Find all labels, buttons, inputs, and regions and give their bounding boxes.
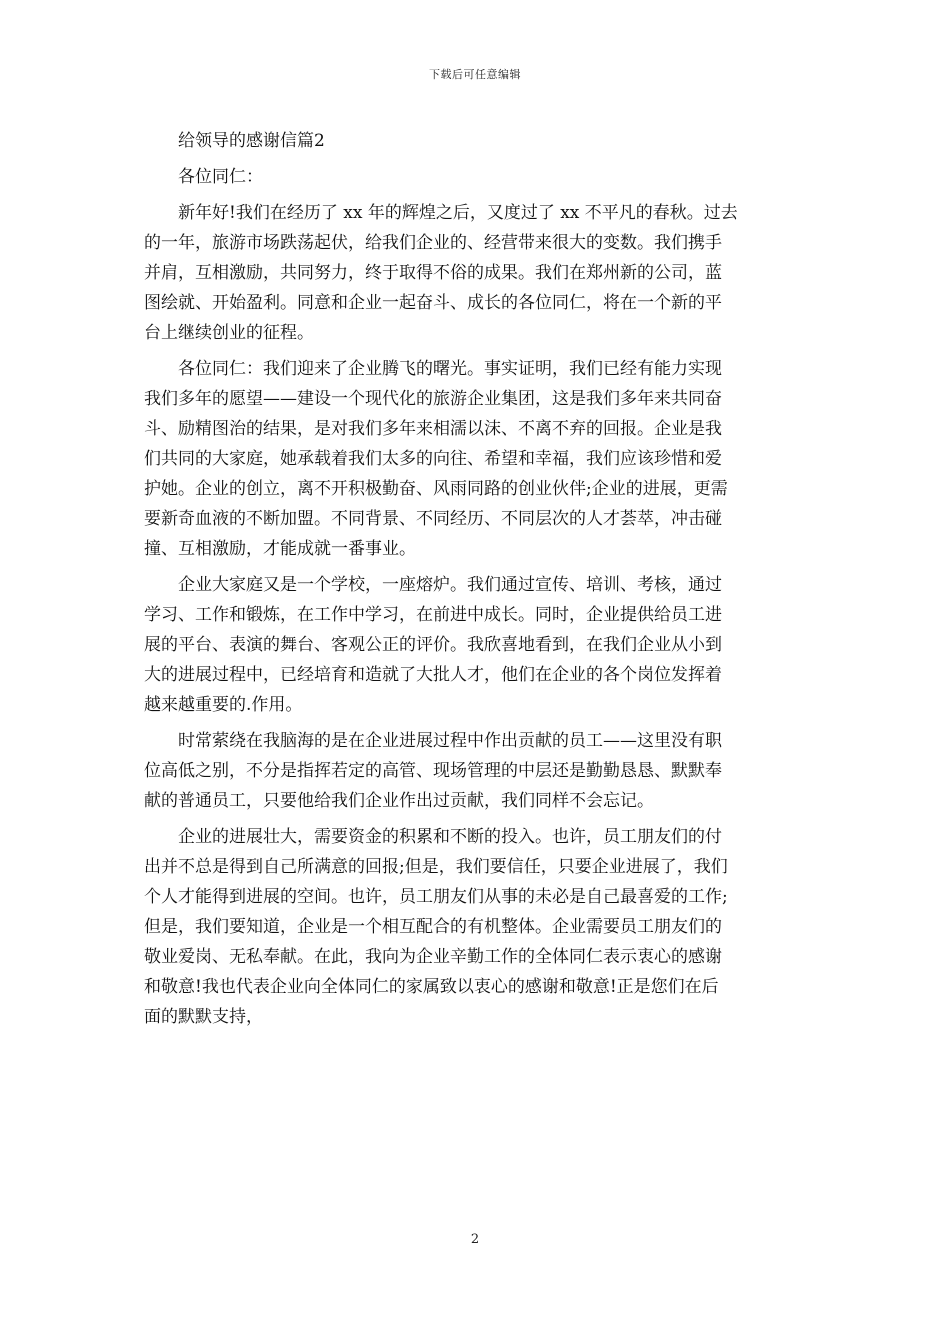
paragraph-line: 护她。企业的创立，离不开积极勤奋、风雨同路的创业伙伴;企业的进展，更需: [144, 479, 728, 499]
paragraph-1: [144, 198, 806, 348]
paragraph-line: 时常萦绕在我脑海的是在企业进展过程中作出贡献的员工——这里没有职: [178, 731, 722, 751]
paragraph-line: 个人才能得到进展的空间。也许，员工朋友们从事的未必是自己最喜爱的工作;: [144, 887, 728, 907]
paragraph-5: [144, 822, 806, 1032]
paragraph-line: 企业的进展壮大，需要资金的积累和不断的投入。也许，员工朋友们的付: [178, 827, 722, 847]
paragraph-line: 并肩，互相激励，共同努力，终于取得不俗的成果。我们在郑州新的公司，蓝: [144, 263, 722, 283]
paragraph-3: [144, 570, 806, 720]
paragraph-line: 的一年，旅游市场跌荡起伏，给我们企业的、经营带来很大的变数。我们携手: [144, 233, 722, 253]
document-title: 给领导的感谢信篇2: [178, 131, 325, 151]
paragraph-line: 我们多年的愿望——建设一个现代化的旅游企业集团，这是我们多年来共同奋: [144, 389, 722, 409]
paragraph-line: 和敬意!我也代表企业向全体同仁的家属致以衷心的感谢和敬意!正是您们在后: [144, 977, 719, 997]
paragraph-line: 越来越重要的.作用。: [144, 695, 303, 715]
paragraph-line: 要新奇血液的不断加盟。不同背景、不同经历、不同层次的人才荟萃，冲击碰: [144, 509, 722, 529]
paragraph-line: 但是，我们要知道，企业是一个相互配合的有机整体。企业需要员工朋友们的: [144, 917, 722, 937]
page-number: 2: [470, 1232, 480, 1247]
paragraph-line: 出并不总是得到自己所满意的回报;但是，我们要信任，只要企业进展了，我们: [144, 857, 728, 877]
paragraph-line: 企业大家庭又是一个学校，一座熔炉。我们通过宣传、培训、考核，通过: [178, 575, 722, 595]
paragraph-line: 面的默默支持，: [144, 1007, 263, 1027]
paragraph-line: 台上继续创业的征程。: [144, 323, 314, 343]
paragraph-line: 学习、工作和锻炼，在工作中学习，在前进中成长。同时，企业提供给员工进: [144, 605, 722, 625]
paragraph-line: 位高低之别，不分是指挥若定的高管、现场管理的中层还是勤勤恳恳、默默奉: [144, 761, 722, 781]
paragraph-line: 图绘就、开始盈利。同意和企业一起奋斗、成长的各位同仁，将在一个新的平: [144, 293, 722, 313]
paragraph-4: [144, 726, 806, 816]
paragraph-line: 新年好!我们在经历了 xx 年的辉煌之后，又度过了 xx 不平凡的春秋。过去: [178, 203, 738, 223]
paragraph-line: 大的进展过程中，已经培育和造就了大批人才，他们在企业的各个岗位发挥着: [144, 665, 722, 685]
paragraph-line: 献的普通员工，只要他给我们企业作出过贡献，我们同样不会忘记。: [144, 791, 654, 811]
paragraph-line: 各位同仁：我们迎来了企业腾飞的曙光。事实证明，我们已经有能力实现: [178, 359, 722, 379]
paragraph-2: [144, 354, 806, 564]
paragraph-line: 们共同的大家庭，她承载着我们太多的向往、希望和幸福，我们应该珍惜和爱: [144, 449, 722, 469]
paragraph-line: 敬业爱岗、无私奉献。在此，我向为企业辛勤工作的全体同仁表示衷心的感谢: [144, 947, 722, 967]
paragraph-line: 展的平台、表演的舞台、客观公正的评价。我欣喜地看到，在我们企业从小到: [144, 635, 722, 655]
paragraph-line: 斗、励精图治的结果，是对我们多年来相濡以沫、不离不弃的回报。企业是我: [144, 419, 722, 439]
salutation: 各位同仁：: [178, 167, 263, 187]
document-body: [144, 126, 806, 1038]
paragraph-line: 撞、互相激励，才能成就一番事业。: [144, 539, 416, 559]
page-header: 下载后可任意编辑: [429, 68, 521, 81]
